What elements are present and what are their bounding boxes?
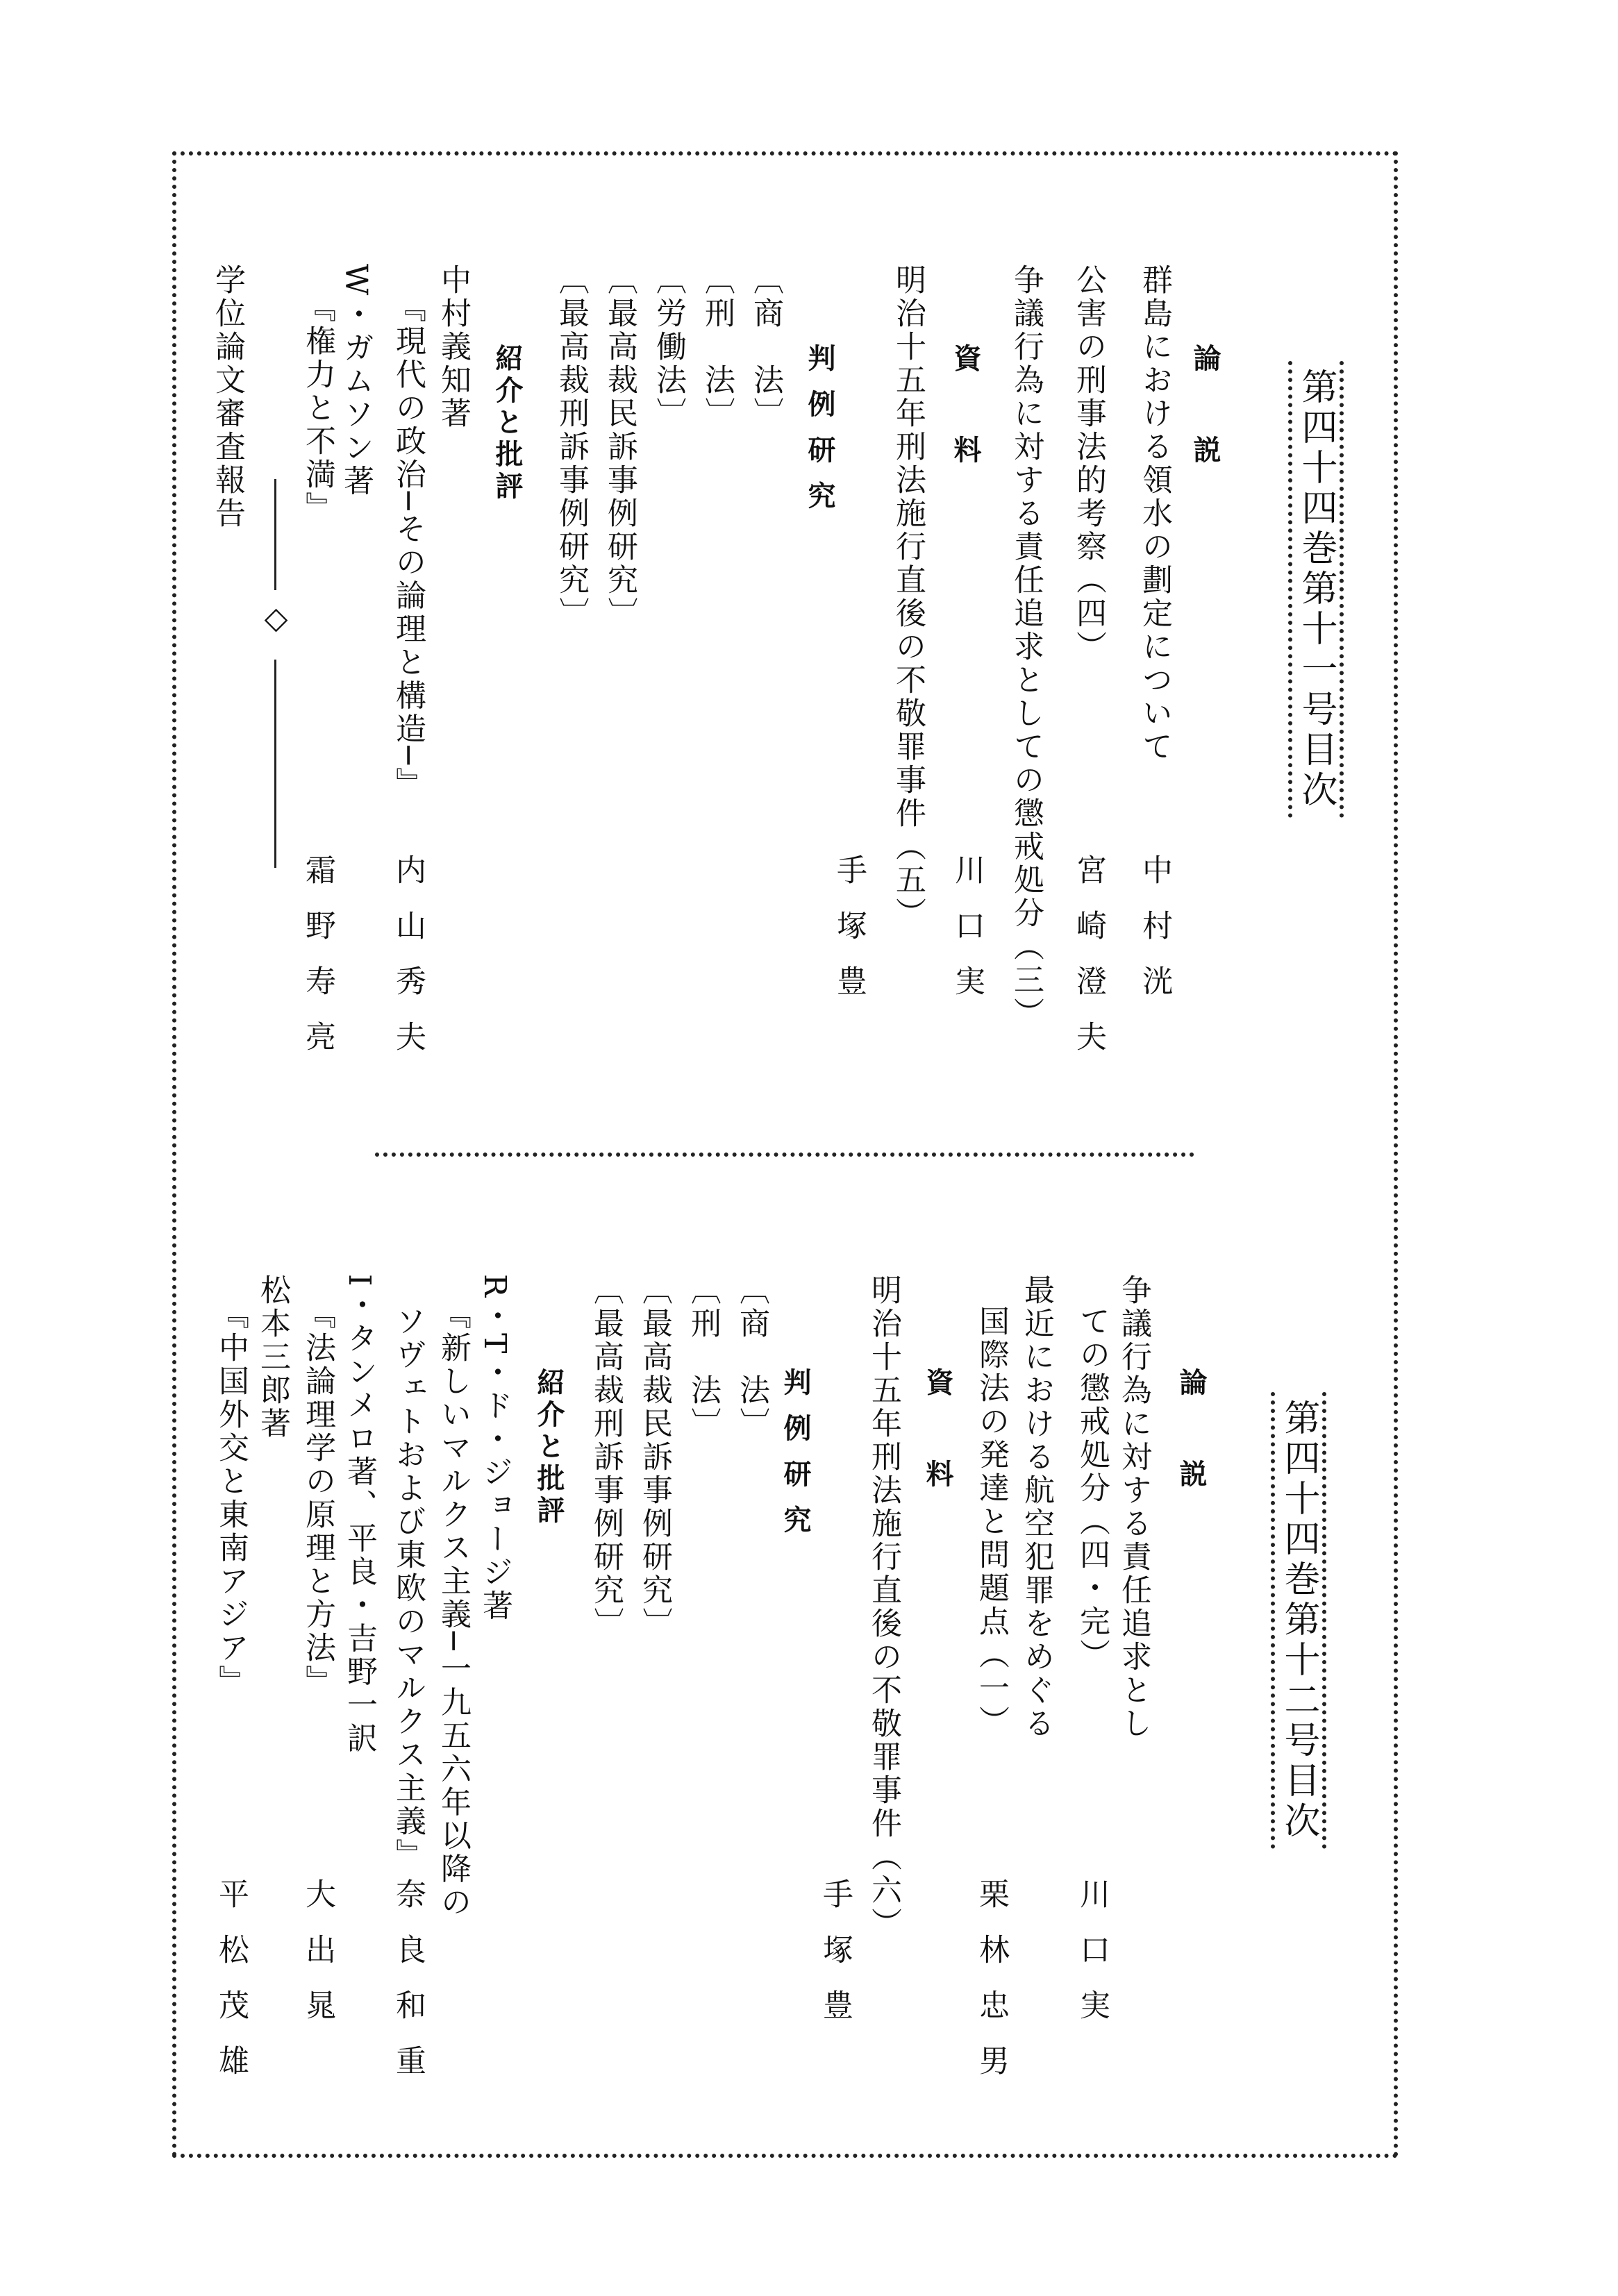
- section-hanrei: 判例研究: [803, 344, 836, 527]
- separator-line: [274, 479, 276, 590]
- article-author: 中村洸: [1137, 854, 1172, 1021]
- review-book-title: 『新しいマルクス主義─一九五六年以降の: [435, 1298, 471, 1920]
- article-author: 川口実: [949, 854, 985, 1021]
- article-author: 栗林忠男: [974, 1878, 1009, 2100]
- review-author: 霜野寿亮: [300, 854, 335, 1076]
- review-author-line: I・タンメロ著、平良・吉野一訳: [342, 1274, 377, 1756]
- section-shokai: 紹介と批評: [491, 344, 524, 503]
- case-study-category: 〔刑 法〕: [685, 1274, 721, 1441]
- review-book-title: 『現代の政治─その論理と構造─』: [390, 292, 426, 801]
- review-book-title: 『法論理学の原理と方法』: [300, 1298, 335, 1698]
- article-title: 公害の刑事法的考察（四）: [1071, 264, 1106, 664]
- review-author-line: 中村義知著: [435, 264, 471, 430]
- article-author: 川口実: [1074, 1878, 1110, 2045]
- section-hanrei: 判例研究: [779, 1368, 812, 1551]
- article-title: 争議行為に対する責任追求とし: [1116, 1274, 1151, 1741]
- article-title: ての懲戒処分（四・完）: [1074, 1305, 1110, 1672]
- case-study-category: 〔商 法〕: [748, 264, 783, 430]
- review-book-title: 『権力と不満』: [300, 292, 335, 525]
- review-author: 大出晁: [300, 1878, 335, 2045]
- section-shiryo: 資 料: [949, 344, 982, 481]
- review-author-line: R・T・ド・ジョージ著: [477, 1274, 512, 1623]
- article-author: 宮崎澄夫: [1071, 854, 1106, 1076]
- separator-line: [274, 660, 276, 868]
- section-ronsetsu: 論 説: [1175, 1368, 1208, 1505]
- case-study-category: 〔最高裁民訴事例研究〕: [637, 1274, 672, 1641]
- review-author-line: 松本三郎著: [255, 1274, 290, 1441]
- material-author: 手塚豊: [817, 1878, 853, 2045]
- section-divider: [375, 1153, 1194, 1157]
- review-book-title: 『中国外交と東南アジア』: [213, 1298, 249, 1698]
- material-author: 手塚豊: [831, 854, 867, 1021]
- case-study-category: 〔最高裁民訴事例研究〕: [602, 264, 637, 630]
- section-shokai: 紹介と批評: [533, 1368, 565, 1527]
- review-author: 平松茂雄: [213, 1878, 249, 2100]
- report-title: 学位論文審査報告: [210, 264, 245, 530]
- review-author: 内山秀夫: [390, 854, 426, 1076]
- issue-title: 第四十四巻第十二号目次: [1271, 1392, 1326, 1849]
- review-book-title: ソヴェトおよび東欧のマルクス主義』: [390, 1305, 426, 1872]
- case-study-category: 〔最高裁刑訴事例研究〕: [553, 264, 589, 630]
- review-author: 奈良和重: [390, 1878, 426, 2100]
- material-title: 明治十五年刑法施行直後の不敬罪事件（六）: [866, 1274, 901, 1941]
- case-study-category: 〔刑 法〕: [699, 264, 735, 430]
- section-shiryo: 資 料: [921, 1368, 954, 1505]
- article-title: 争議行為に対する責任追求としての懲戒処分（三）: [1008, 264, 1044, 1030]
- case-study-category: 〔商 法〕: [734, 1274, 769, 1441]
- material-title: 明治十五年刑法施行直後の不敬罪事件（五）: [890, 264, 926, 930]
- case-study-category: 〔最高裁刑訴事例研究〕: [588, 1274, 624, 1641]
- section-ronsetsu: 論 説: [1189, 344, 1221, 481]
- article-title: 群島における領水の劃定について: [1137, 264, 1172, 764]
- article-title: 国際法の発達と問題点（一）: [974, 1305, 1009, 1738]
- article-title: 最近における航空犯罪をめぐる: [1019, 1274, 1054, 1741]
- diamond-ornament: ◇: [258, 601, 294, 636]
- issue-title: 第四十四巻第十一号目次: [1288, 361, 1344, 818]
- review-author-line: W・ガムソン著: [338, 264, 374, 498]
- case-study-category: 〔労働法〕: [651, 264, 686, 430]
